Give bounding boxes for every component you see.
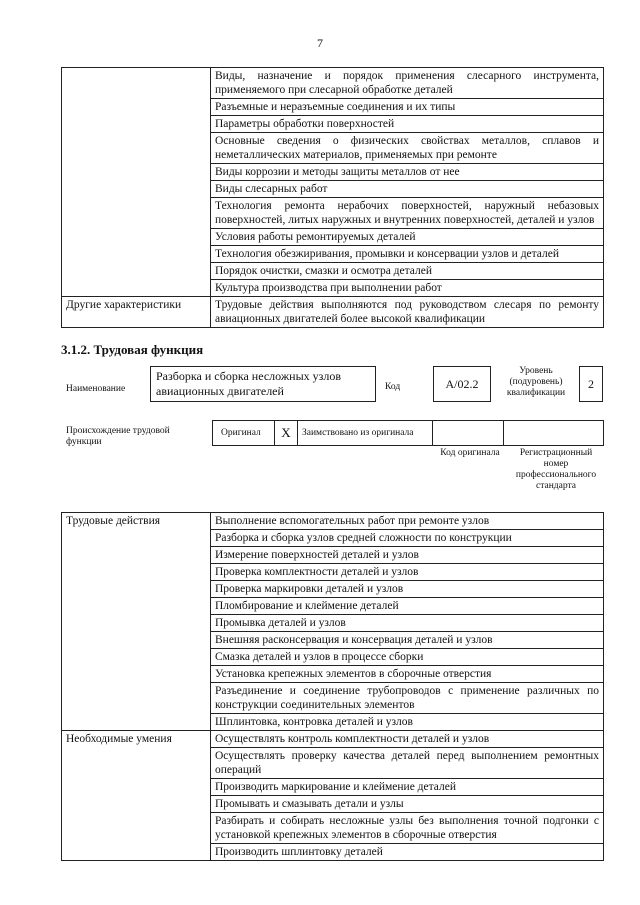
knowledge-item: Виды коррозии и методы защиты металлов от нее: [211, 164, 604, 181]
skill-item: Промывать и смазывать детали и узлы: [211, 796, 604, 813]
actions-label: Трудовые действия: [62, 513, 211, 731]
skill-item: Осуществлять контроль комплектности деталей и узлов: [211, 731, 604, 748]
other-text: Трудовые действия выполняются под руководством слесаря по ремонту авиационных двигателей более высокой квалификации: [211, 297, 604, 328]
action-item: Промывка деталей и узлов: [211, 615, 604, 632]
action-item: Проверка маркировки деталей и узлов: [211, 581, 604, 598]
other-row: [62, 297, 604, 328]
knowledge-label-cell: [62, 68, 211, 297]
knowledge-item: Параметры обработки поверхностей: [211, 116, 604, 133]
level-label: Уровень (подуровень) квалификации: [506, 366, 566, 398]
origin-label: Происхождение трудовой функции: [66, 426, 170, 447]
function-name: Разборка и сборка несложных узлов авиационных двигателей: [150, 366, 376, 402]
reg-number-caption: Регистрационный номер профессионального стандарта: [515, 448, 597, 491]
page-number: 7: [317, 36, 323, 50]
knowledge-table: [61, 67, 604, 328]
action-item: Шплинтовка, контровка деталей и узлов: [211, 714, 604, 731]
action-item: Смазка деталей и узлов в процессе сборки: [211, 649, 604, 666]
knowledge-item: Порядок очистки, смазки и осмотра деталей: [211, 263, 604, 280]
skills-label: Необходимые умения: [62, 731, 211, 861]
origin-divider: [432, 421, 433, 445]
knowledge-item: Культура производства при выполнении работ: [211, 280, 604, 297]
knowledge-row: [62, 68, 604, 99]
knowledge-item: Технология обезжиривания, промывки и консервации узлов и деталей: [211, 246, 604, 263]
action-item: Пломбирование и клеймение деталей: [211, 598, 604, 615]
skill-item: Разбирать и собирать несложные узлы без выполнения точной подгонки с установкой крепежных элементов в сборочные отверстия: [211, 813, 604, 844]
action-item: Проверка комплектности деталей и узлов: [211, 564, 604, 581]
level-value: 2: [579, 366, 603, 402]
code-original-caption: Код оригинала: [440, 448, 500, 458]
action-item: Выполнение вспомогательных работ при ремонте узлов: [211, 513, 604, 530]
name-label: Наименование: [66, 384, 126, 394]
knowledge-item: Технология ремонта нерабочих поверхностей, наружный небазовых поверхностей, литых наружных и внутренних поверхностей, деталей и узлов: [211, 198, 604, 229]
action-item: Измерение поверхностей деталей и узлов: [211, 547, 604, 564]
knowledge-item: Виды слесарных работ: [211, 181, 604, 198]
action-item: Внешняя расконсервация и консервация деталей и узлов: [211, 632, 604, 649]
section-title: 3.1.2. Трудовая функция: [61, 342, 204, 357]
other-label: Другие характеристики: [62, 297, 211, 328]
action-item: Разъединение и соединение трубопроводов с применение различных по конструкции соединительных элементов: [211, 683, 604, 714]
action-row: [62, 513, 604, 530]
skill-row: [62, 731, 604, 748]
action-item: Установка крепежных элементов в сборочные отверстия: [211, 666, 604, 683]
code-label: Код: [385, 382, 401, 392]
origin-divider-2: [503, 421, 504, 445]
knowledge-item: Условия работы ремонтируемых деталей: [211, 229, 604, 246]
original-mark: X: [274, 421, 298, 445]
original-label: Оригинал: [221, 428, 261, 438]
skill-item: Производить шплинтовку деталей: [211, 844, 604, 861]
knowledge-item: Виды, назначение и порядок применения слесарного инструмента, применяемого при слесарной обработке деталей: [211, 68, 604, 99]
skill-item: Осуществлять проверку качества деталей перед выполнением ремонтных операций: [211, 748, 604, 779]
knowledge-item: Основные сведения о физических свойствах металлов, сплавов и неметаллических материалов, применяемых при ремонте: [211, 133, 604, 164]
function-table: [61, 512, 604, 861]
knowledge-item: Разъемные и неразъемные соединения и их типы: [211, 99, 604, 116]
borrowed-label: Заимствовано из оригинала: [302, 428, 414, 438]
action-item: Разборка и сборка узлов средней сложности по конструкции: [211, 530, 604, 547]
code-value: A/02.2: [433, 366, 491, 402]
skill-item: Производить маркирование и клеймение деталей: [211, 779, 604, 796]
